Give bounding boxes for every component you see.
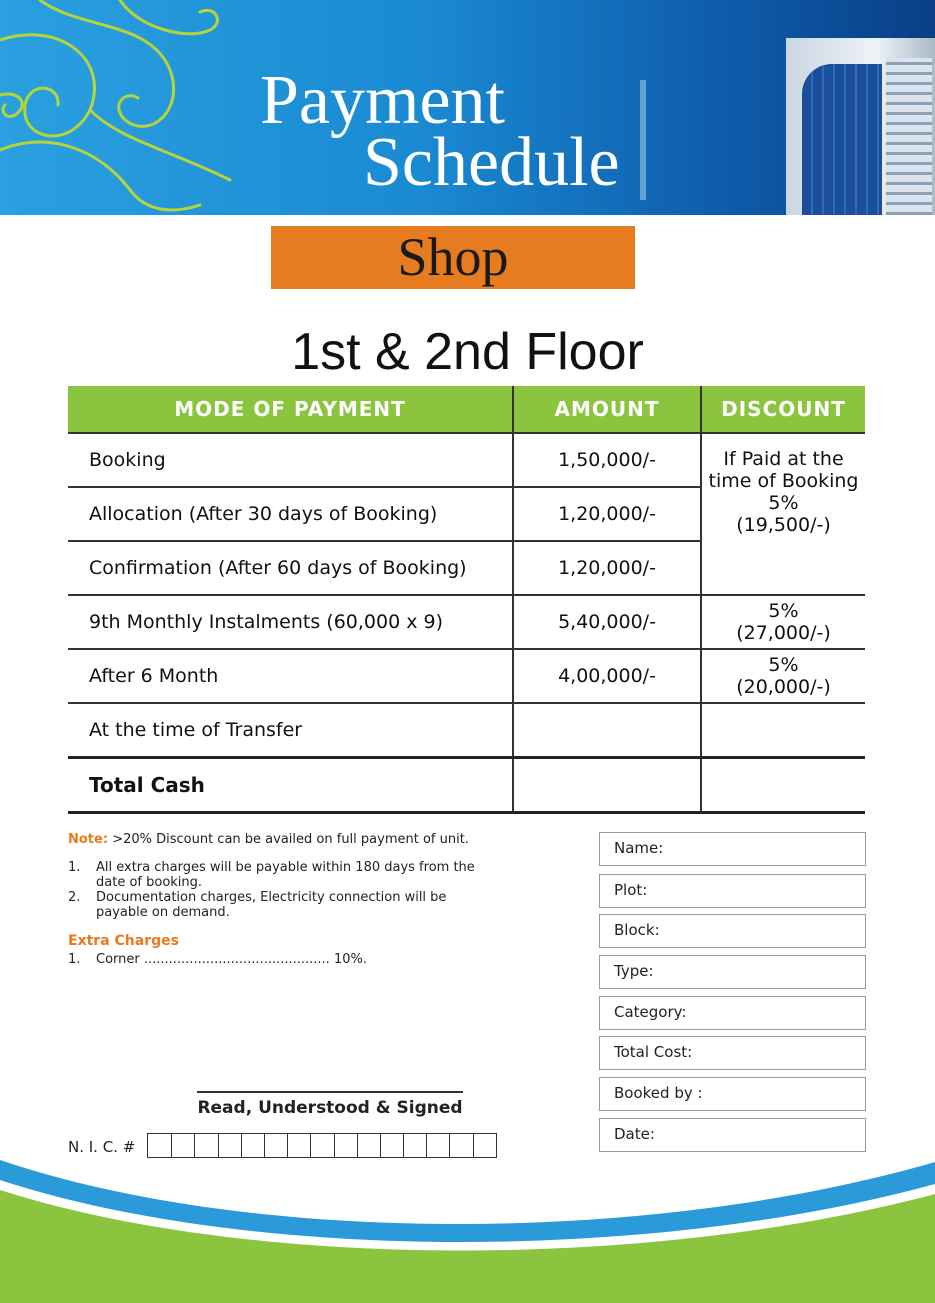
row-discount (701, 703, 865, 758)
plot-field[interactable]: Plot: (599, 874, 866, 908)
building-image-icon (786, 38, 935, 215)
floor-title: 1st & 2nd Floor (291, 323, 644, 381)
row-mode: Allocation (After 30 days of Booking) (68, 487, 513, 541)
date-field[interactable]: Date: (599, 1118, 866, 1152)
row-mode: Confirmation (After 60 days of Booking) (68, 541, 513, 595)
total-row (68, 758, 865, 813)
discount-booking: If Paid at the time of Booking 5% (19,500/-) (701, 433, 865, 595)
table-header-row (68, 386, 865, 433)
row-mode: After 6 Month (68, 649, 513, 703)
type-field[interactable]: Type: (599, 955, 866, 989)
total-amount (513, 758, 701, 813)
discount-instalments: 5% (27,000/-) (701, 595, 865, 649)
row-amount: 1,50,000/- (513, 433, 701, 487)
signature-label: Read, Understood & Signed (197, 1098, 463, 1118)
list-item: 2. Documentation charges, Electricity connection will be payable on demand. (68, 890, 447, 920)
row-amount: 1,20,000/- (513, 487, 701, 541)
title-line-2: Schedule (363, 124, 620, 201)
row-mode: Booking (68, 433, 513, 487)
note-text: >20% Discount can be availed on full payment of unit. (112, 832, 469, 847)
category-field[interactable]: Category: (599, 996, 866, 1030)
table-row (68, 595, 865, 649)
row-amount: 1,20,000/- (513, 541, 701, 595)
extra-charges-title: Extra Charges (68, 933, 179, 949)
table-row (68, 649, 865, 703)
table-row (68, 433, 865, 487)
total-discount (701, 758, 865, 813)
signature-line[interactable] (197, 1091, 463, 1093)
swirl-ornament-icon (0, 0, 260, 215)
header-banner (0, 0, 935, 215)
header-discount: DISCOUNT (701, 386, 865, 433)
notes-section (68, 832, 498, 967)
notes-list (68, 860, 498, 920)
note-line (68, 832, 498, 847)
total-label: Total Cash (68, 758, 513, 813)
title-line-1: Payment (260, 62, 505, 139)
footer-wave-icon (0, 1150, 935, 1303)
row-amount (513, 703, 701, 758)
name-field[interactable]: Name: (599, 832, 866, 866)
table-row (68, 703, 865, 758)
payment-table (68, 386, 865, 814)
block-field[interactable]: Block: (599, 914, 866, 948)
page-title (260, 62, 620, 201)
row-amount: 5,40,000/- (513, 595, 701, 649)
nic-label: N. I. C. # (68, 1138, 136, 1156)
row-amount: 4,00,000/- (513, 649, 701, 703)
header-mode: MODE OF PAYMENT (68, 386, 513, 433)
note-label: Note: (68, 832, 109, 847)
property-type-badge: Shop (271, 226, 635, 289)
row-mode: 9th Monthly Instalments (60,000 x 9) (68, 595, 513, 649)
total-cost-field[interactable]: Total Cost: (599, 1036, 866, 1070)
discount-after-6-month: 5% (20,000/-) (701, 649, 865, 703)
header-amount: AMOUNT (513, 386, 701, 433)
tower-decor (640, 80, 646, 200)
row-mode: At the time of Transfer (68, 703, 513, 758)
list-item: 1. All extra charges will be payable within 180 days from the date of booking. (68, 860, 475, 890)
list-item: 1. Corner ............................................. 10%. (68, 952, 367, 967)
booked-by-field[interactable]: Booked by : (599, 1077, 866, 1111)
